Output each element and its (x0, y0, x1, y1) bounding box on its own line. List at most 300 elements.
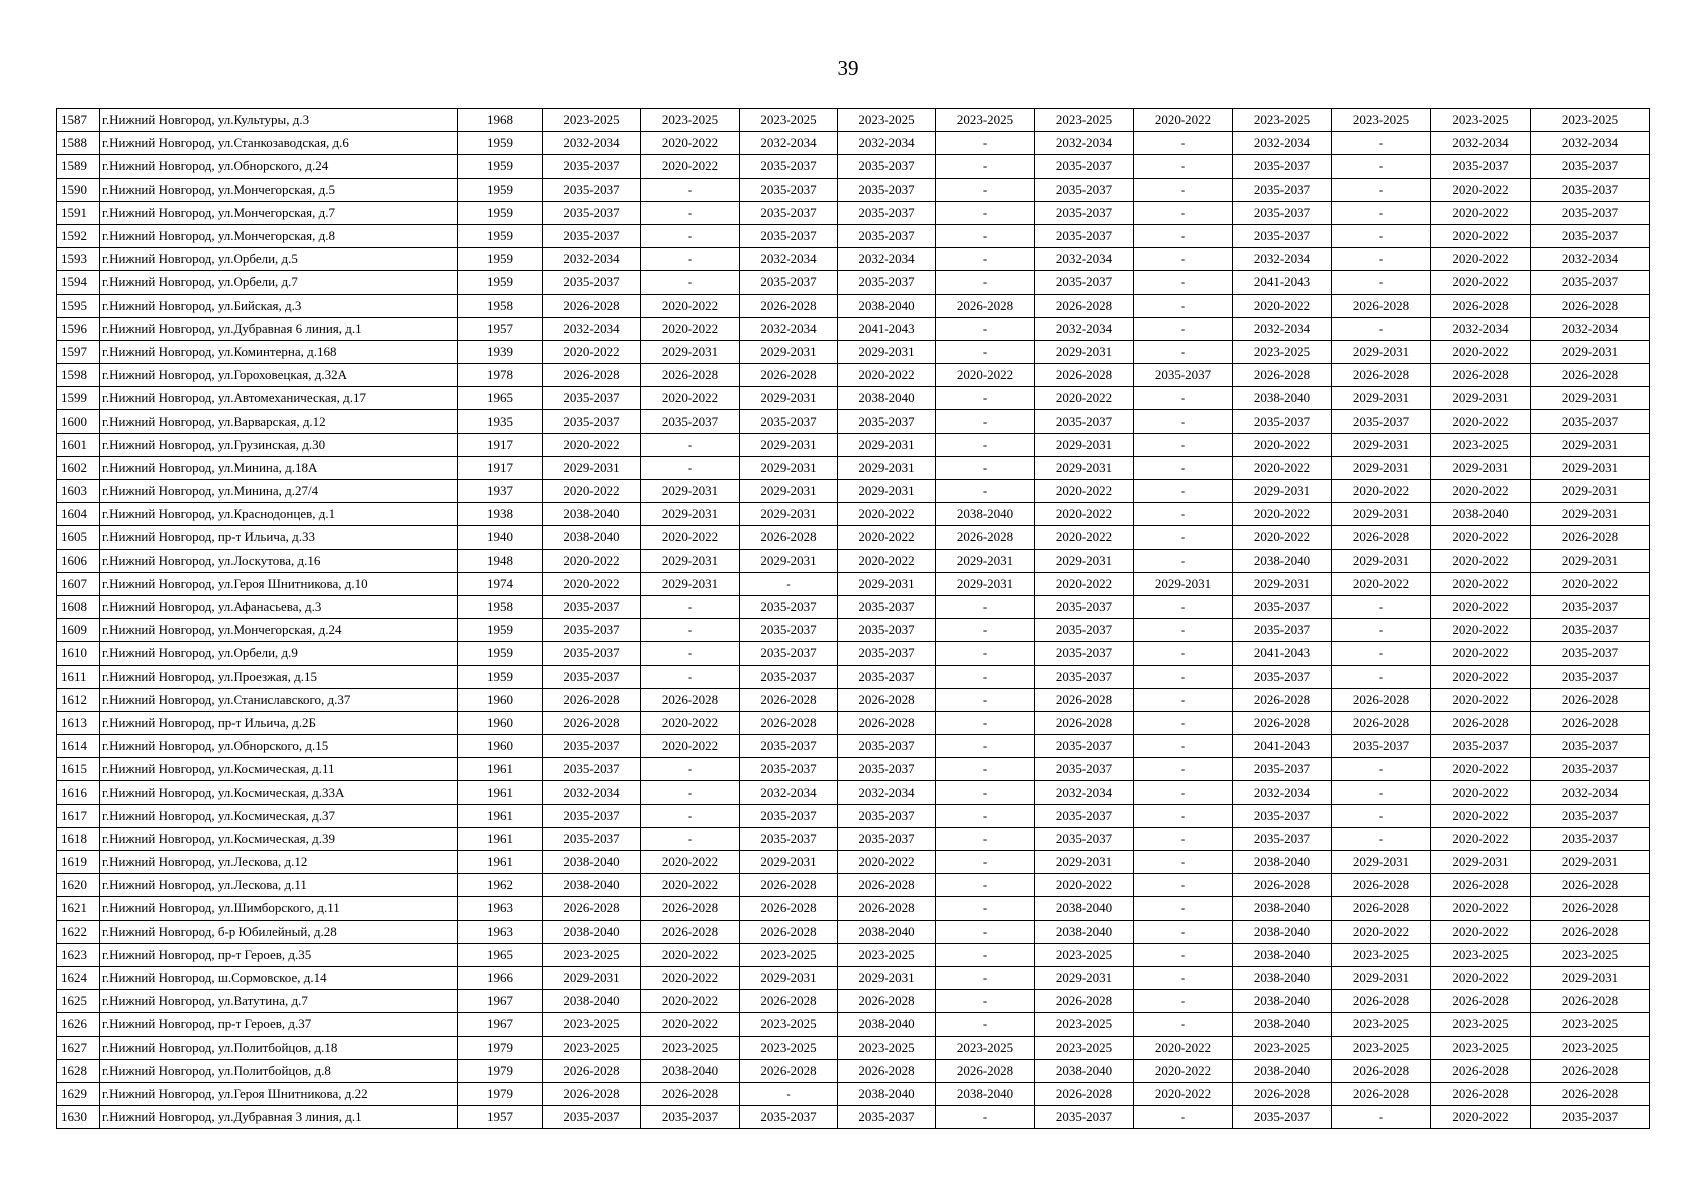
cell-period-5: - (936, 1013, 1035, 1036)
table-row (57, 851, 1650, 874)
cell-period-1: 2020-2022 (543, 340, 641, 363)
cell-period-3: 2035-2037 (740, 827, 838, 850)
cell-period-4: 2038-2040 (838, 920, 936, 943)
cell-period-4: 2026-2028 (838, 990, 936, 1013)
cell-period-2: 2020-2022 (641, 317, 740, 340)
table-row (57, 410, 1650, 433)
cell-period-4: 2032-2034 (838, 248, 936, 271)
cell-period-5: - (936, 735, 1035, 758)
cell-period-4: 2020-2022 (838, 503, 936, 526)
cell-address: г.Нижний Новгород, ул.Краснодонцев, д.1 (100, 503, 458, 526)
cell-period-9: 2026-2028 (1332, 897, 1431, 920)
cell-period-8: 2038-2040 (1233, 1059, 1332, 1082)
cell-period-3: 2026-2028 (740, 294, 838, 317)
cell-period-3: 2029-2031 (740, 387, 838, 410)
table-row (57, 804, 1650, 827)
table-row (57, 132, 1650, 155)
cell-period-10: 2023-2025 (1431, 943, 1531, 966)
cell-period-9: 2026-2028 (1332, 294, 1431, 317)
table-row (57, 433, 1650, 456)
cell-period-1: 2035-2037 (543, 410, 641, 433)
cell-period-5: 2029-2031 (936, 549, 1035, 572)
cell-row-number: 1605 (57, 526, 100, 549)
cell-row-number: 1627 (57, 1036, 100, 1059)
cell-period-8: 2035-2037 (1233, 804, 1332, 827)
cell-year-built: 1965 (458, 387, 543, 410)
cell-year-built: 1937 (458, 480, 543, 503)
cell-period-3: 2026-2028 (740, 920, 838, 943)
table-row (57, 665, 1650, 688)
cell-period-1: 2032-2034 (543, 317, 641, 340)
cell-address: г.Нижний Новгород, ул.Мончегорская, д.24 (100, 619, 458, 642)
cell-period-1: 2020-2022 (543, 480, 641, 503)
cell-period-2: 2020-2022 (641, 874, 740, 897)
cell-period-11: 2029-2031 (1531, 340, 1650, 363)
cell-period-3: 2035-2037 (740, 804, 838, 827)
cell-period-5: 2038-2040 (936, 503, 1035, 526)
cell-period-10: 2020-2022 (1431, 619, 1531, 642)
cell-period-10: 2029-2031 (1431, 387, 1531, 410)
cell-period-1: 2023-2025 (543, 1036, 641, 1059)
cell-period-2: 2029-2031 (641, 503, 740, 526)
cell-period-2: - (641, 619, 740, 642)
cell-period-10: 2035-2037 (1431, 735, 1531, 758)
cell-period-11: 2023-2025 (1531, 109, 1650, 132)
cell-period-4: 2023-2025 (838, 943, 936, 966)
cell-period-11: 2035-2037 (1531, 827, 1650, 850)
cell-year-built: 1958 (458, 294, 543, 317)
cell-period-7: - (1134, 874, 1233, 897)
cell-period-2: 2020-2022 (641, 387, 740, 410)
cell-period-5: - (936, 665, 1035, 688)
cell-period-10: 2020-2022 (1431, 897, 1531, 920)
cell-period-1: 2023-2025 (543, 1013, 641, 1036)
cell-period-8: 2038-2040 (1233, 920, 1332, 943)
cell-period-11: 2035-2037 (1531, 758, 1650, 781)
cell-period-4: 2038-2040 (838, 387, 936, 410)
cell-period-7: - (1134, 966, 1233, 989)
cell-period-2: 2026-2028 (641, 897, 740, 920)
cell-address: г.Нижний Новгород, ул.Ватутина, д.7 (100, 990, 458, 1013)
cell-period-4: 2035-2037 (838, 665, 936, 688)
cell-year-built: 1958 (458, 595, 543, 618)
cell-period-7: - (1134, 549, 1233, 572)
cell-year-built: 1961 (458, 781, 543, 804)
cell-year-built: 1979 (458, 1059, 543, 1082)
cell-period-9: - (1332, 224, 1431, 247)
cell-period-10: 2020-2022 (1431, 920, 1531, 943)
cell-period-7: - (1134, 387, 1233, 410)
cell-address: г.Нижний Новгород, ул.Лоскутова, д.16 (100, 549, 458, 572)
cell-period-11: 2029-2031 (1531, 387, 1650, 410)
cell-period-7: 2020-2022 (1134, 1036, 1233, 1059)
cell-period-6: 2035-2037 (1035, 735, 1134, 758)
cell-period-6: 2032-2034 (1035, 248, 1134, 271)
cell-period-2: 2035-2037 (641, 410, 740, 433)
cell-period-9: 2029-2031 (1332, 387, 1431, 410)
cell-period-1: 2038-2040 (543, 990, 641, 1013)
cell-period-1: 2038-2040 (543, 920, 641, 943)
cell-period-8: 2032-2034 (1233, 132, 1332, 155)
cell-row-number: 1609 (57, 619, 100, 642)
cell-period-10: 2020-2022 (1431, 178, 1531, 201)
cell-period-1: 2035-2037 (543, 155, 641, 178)
cell-period-6: 2035-2037 (1035, 410, 1134, 433)
cell-period-6: 2026-2028 (1035, 364, 1134, 387)
cell-period-6: 2020-2022 (1035, 874, 1134, 897)
cell-period-11: 2029-2031 (1531, 851, 1650, 874)
cell-period-9: - (1332, 595, 1431, 618)
cell-period-6: 2026-2028 (1035, 1082, 1134, 1105)
cell-row-number: 1601 (57, 433, 100, 456)
cell-period-11: 2026-2028 (1531, 920, 1650, 943)
cell-period-11: 2029-2031 (1531, 456, 1650, 479)
cell-address: г.Нижний Новгород, ул.Мончегорская, д.8 (100, 224, 458, 247)
cell-row-number: 1628 (57, 1059, 100, 1082)
cell-period-11: 2035-2037 (1531, 804, 1650, 827)
cell-period-7: 2029-2031 (1134, 572, 1233, 595)
cell-period-4: 2035-2037 (838, 224, 936, 247)
cell-row-number: 1600 (57, 410, 100, 433)
cell-year-built: 1960 (458, 711, 543, 734)
cell-period-6: 2029-2031 (1035, 340, 1134, 363)
page-number: 39 (837, 56, 859, 80)
cell-period-1: 2032-2034 (543, 781, 641, 804)
cell-period-3: 2023-2025 (740, 109, 838, 132)
cell-period-5: - (936, 178, 1035, 201)
cell-period-10: 2032-2034 (1431, 317, 1531, 340)
cell-period-9: - (1332, 201, 1431, 224)
cell-period-4: 2035-2037 (838, 642, 936, 665)
cell-period-8: 2041-2043 (1233, 642, 1332, 665)
cell-row-number: 1619 (57, 851, 100, 874)
cell-address: г.Нижний Новгород, пр-т Героев, д.37 (100, 1013, 458, 1036)
cell-period-2: 2020-2022 (641, 735, 740, 758)
cell-period-2: 2020-2022 (641, 526, 740, 549)
cell-period-10: 2020-2022 (1431, 758, 1531, 781)
cell-period-8: 2038-2040 (1233, 966, 1332, 989)
cell-period-4: 2035-2037 (838, 735, 936, 758)
cell-period-4: 2026-2028 (838, 711, 936, 734)
cell-period-6: 2035-2037 (1035, 642, 1134, 665)
cell-row-number: 1594 (57, 271, 100, 294)
cell-period-7: - (1134, 920, 1233, 943)
cell-row-number: 1606 (57, 549, 100, 572)
cell-row-number: 1615 (57, 758, 100, 781)
cell-period-4: 2035-2037 (838, 178, 936, 201)
cell-period-3: 2032-2034 (740, 317, 838, 340)
cell-period-11: 2035-2037 (1531, 201, 1650, 224)
cell-address: г.Нижний Новгород, ул.Лескова, д.11 (100, 874, 458, 897)
cell-period-2: - (641, 642, 740, 665)
cell-period-3: 2023-2025 (740, 1013, 838, 1036)
cell-period-4: 2029-2031 (838, 340, 936, 363)
cell-period-11: 2026-2028 (1531, 364, 1650, 387)
table-row (57, 735, 1650, 758)
cell-period-7: - (1134, 827, 1233, 850)
cell-period-10: 2026-2028 (1431, 364, 1531, 387)
cell-address: г.Нижний Новгород, ул.Обнорского, д.15 (100, 735, 458, 758)
cell-address: г.Нижний Новгород, ул.Минина, д.18А (100, 456, 458, 479)
cell-period-2: 2020-2022 (641, 132, 740, 155)
cell-period-10: 2023-2025 (1431, 1013, 1531, 1036)
cell-period-7: - (1134, 781, 1233, 804)
cell-year-built: 1948 (458, 549, 543, 572)
cell-period-4: 2023-2025 (838, 109, 936, 132)
cell-period-8: 2032-2034 (1233, 248, 1332, 271)
cell-period-7: - (1134, 851, 1233, 874)
cell-period-3: 2029-2031 (740, 549, 838, 572)
cell-period-7: - (1134, 248, 1233, 271)
cell-period-2: - (641, 456, 740, 479)
table-row (57, 920, 1650, 943)
cell-row-number: 1620 (57, 874, 100, 897)
cell-period-11: 2035-2037 (1531, 619, 1650, 642)
cell-row-number: 1603 (57, 480, 100, 503)
cell-period-1: 2038-2040 (543, 503, 641, 526)
cell-address: г.Нижний Новгород, ул.Афанасьева, д.3 (100, 595, 458, 618)
cell-row-number: 1587 (57, 109, 100, 132)
cell-period-7: - (1134, 271, 1233, 294)
cell-period-3: 2035-2037 (740, 178, 838, 201)
cell-period-9: 2023-2025 (1332, 109, 1431, 132)
table-row (57, 1036, 1650, 1059)
cell-period-5: - (936, 827, 1035, 850)
cell-period-7: - (1134, 410, 1233, 433)
cell-row-number: 1617 (57, 804, 100, 827)
table-row (57, 271, 1650, 294)
cell-period-3: 2032-2034 (740, 248, 838, 271)
cell-period-2: 2020-2022 (641, 155, 740, 178)
cell-period-5: - (936, 340, 1035, 363)
cell-period-10: 2020-2022 (1431, 827, 1531, 850)
cell-period-2: 2020-2022 (641, 851, 740, 874)
cell-period-5: 2026-2028 (936, 294, 1035, 317)
cell-period-5: - (936, 1106, 1035, 1129)
cell-period-6: 2035-2037 (1035, 1106, 1134, 1129)
cell-period-9: 2029-2031 (1332, 503, 1431, 526)
cell-period-2: 2020-2022 (641, 943, 740, 966)
cell-period-6: 2029-2031 (1035, 851, 1134, 874)
cell-period-9: 2029-2031 (1332, 456, 1431, 479)
cell-address: г.Нижний Новгород, ул.Героя Шнитникова, д.10 (100, 572, 458, 595)
cell-period-1: 2035-2037 (543, 804, 641, 827)
cell-period-3: 2035-2037 (740, 595, 838, 618)
cell-row-number: 1599 (57, 387, 100, 410)
cell-period-10: 2029-2031 (1431, 851, 1531, 874)
cell-address: г.Нижний Новгород, ул.Мончегорская, д.5 (100, 178, 458, 201)
cell-period-9: - (1332, 827, 1431, 850)
cell-period-3: 2035-2037 (740, 155, 838, 178)
cell-period-9: 2026-2028 (1332, 364, 1431, 387)
cell-period-8: 2020-2022 (1233, 526, 1332, 549)
table-row (57, 364, 1650, 387)
cell-period-10: 2020-2022 (1431, 410, 1531, 433)
cell-period-5: - (936, 480, 1035, 503)
cell-period-1: 2038-2040 (543, 851, 641, 874)
cell-period-1: 2029-2031 (543, 456, 641, 479)
cell-year-built: 1978 (458, 364, 543, 387)
cell-address: г.Нижний Новгород, ул.Космическая, д.33А (100, 781, 458, 804)
cell-period-2: 2023-2025 (641, 1036, 740, 1059)
cell-period-9: - (1332, 132, 1431, 155)
cell-period-4: 2035-2037 (838, 827, 936, 850)
cell-period-3: 2029-2031 (740, 851, 838, 874)
cell-period-10: 2020-2022 (1431, 966, 1531, 989)
cell-period-6: 2020-2022 (1035, 387, 1134, 410)
cell-period-6: 2023-2025 (1035, 1013, 1134, 1036)
cell-row-number: 1618 (57, 827, 100, 850)
cell-period-11: 2026-2028 (1531, 1082, 1650, 1105)
cell-period-5: - (936, 966, 1035, 989)
cell-period-11: 2026-2028 (1531, 1059, 1650, 1082)
cell-address: г.Нижний Новгород, ул.Дубравная 6 линия, д.1 (100, 317, 458, 340)
cell-address: г.Нижний Новгород, ул.Культуры, д.3 (100, 109, 458, 132)
cell-period-9: - (1332, 271, 1431, 294)
cell-period-3: 2035-2037 (740, 224, 838, 247)
cell-address: г.Нижний Новгород, ул.Обнорского, д.24 (100, 155, 458, 178)
cell-period-11: 2026-2028 (1531, 897, 1650, 920)
cell-period-8: 2026-2028 (1233, 874, 1332, 897)
cell-period-9: - (1332, 781, 1431, 804)
cell-year-built: 1966 (458, 966, 543, 989)
cell-period-6: 2032-2034 (1035, 132, 1134, 155)
cell-period-8: 2038-2040 (1233, 1013, 1332, 1036)
cell-period-8: 2035-2037 (1233, 827, 1332, 850)
cell-period-3: 2035-2037 (740, 735, 838, 758)
cell-period-5: - (936, 851, 1035, 874)
table-row (57, 1013, 1650, 1036)
cell-period-9: 2026-2028 (1332, 688, 1431, 711)
cell-period-8: 2038-2040 (1233, 851, 1332, 874)
table-row (57, 827, 1650, 850)
cell-period-5: - (936, 781, 1035, 804)
cell-period-8: 2020-2022 (1233, 294, 1332, 317)
cell-period-1: 2026-2028 (543, 364, 641, 387)
cell-period-5: - (936, 758, 1035, 781)
cell-period-4: 2041-2043 (838, 317, 936, 340)
cell-period-6: 2035-2037 (1035, 201, 1134, 224)
cell-period-3: 2035-2037 (740, 619, 838, 642)
cell-row-number: 1596 (57, 317, 100, 340)
cell-row-number: 1610 (57, 642, 100, 665)
cell-period-7: 2020-2022 (1134, 109, 1233, 132)
cell-period-4: 2035-2037 (838, 804, 936, 827)
cell-period-3: 2026-2028 (740, 874, 838, 897)
cell-period-5: - (936, 642, 1035, 665)
table-row (57, 943, 1650, 966)
cell-period-9: 2029-2031 (1332, 851, 1431, 874)
cell-year-built: 1959 (458, 248, 543, 271)
cell-period-1: 2026-2028 (543, 711, 641, 734)
cell-period-5: - (936, 804, 1035, 827)
cell-period-7: - (1134, 132, 1233, 155)
cell-period-2: 2020-2022 (641, 1013, 740, 1036)
cell-period-5: - (936, 433, 1035, 456)
cell-period-9: - (1332, 665, 1431, 688)
table-row (57, 874, 1650, 897)
cell-period-9: 2023-2025 (1332, 1036, 1431, 1059)
cell-period-1: 2026-2028 (543, 688, 641, 711)
cell-period-1: 2035-2037 (543, 619, 641, 642)
cell-period-4: 2035-2037 (838, 758, 936, 781)
cell-period-3: 2035-2037 (740, 271, 838, 294)
table-row (57, 711, 1650, 734)
cell-period-9: - (1332, 758, 1431, 781)
cell-period-9: - (1332, 642, 1431, 665)
cell-period-11: 2035-2037 (1531, 271, 1650, 294)
cell-address: г.Нижний Новгород, ул.Автомеханическая, д.17 (100, 387, 458, 410)
cell-row-number: 1602 (57, 456, 100, 479)
cell-address: г.Нижний Новгород, ул.Космическая, д.39 (100, 827, 458, 850)
cell-period-10: 2032-2034 (1431, 132, 1531, 155)
cell-period-11: 2029-2031 (1531, 480, 1650, 503)
cell-period-11: 2032-2034 (1531, 132, 1650, 155)
cell-year-built: 1959 (458, 271, 543, 294)
cell-period-7: - (1134, 503, 1233, 526)
cell-period-4: 2035-2037 (838, 201, 936, 224)
cell-year-built: 1960 (458, 735, 543, 758)
cell-period-11: 2035-2037 (1531, 735, 1650, 758)
repair-schedule-table (56, 108, 1650, 1129)
cell-period-3: 2023-2025 (740, 943, 838, 966)
cell-period-6: 2035-2037 (1035, 758, 1134, 781)
cell-period-1: 2038-2040 (543, 526, 641, 549)
cell-address: г.Нижний Новгород, пр-т Ильича, д.33 (100, 526, 458, 549)
cell-row-number: 1623 (57, 943, 100, 966)
cell-period-5: 2029-2031 (936, 572, 1035, 595)
table-row (57, 526, 1650, 549)
cell-period-5: - (936, 456, 1035, 479)
cell-period-3: 2029-2031 (740, 433, 838, 456)
cell-year-built: 1968 (458, 109, 543, 132)
cell-period-10: 2020-2022 (1431, 224, 1531, 247)
cell-period-9: 2023-2025 (1332, 943, 1431, 966)
cell-row-number: 1590 (57, 178, 100, 201)
cell-period-1: 2020-2022 (543, 549, 641, 572)
cell-period-8: 2029-2031 (1233, 572, 1332, 595)
cell-period-8: 2038-2040 (1233, 549, 1332, 572)
cell-period-3: 2029-2031 (740, 503, 838, 526)
cell-period-8: 2035-2037 (1233, 155, 1332, 178)
cell-year-built: 1965 (458, 943, 543, 966)
cell-row-number: 1597 (57, 340, 100, 363)
cell-period-10: 2035-2037 (1431, 155, 1531, 178)
cell-period-10: 2020-2022 (1431, 248, 1531, 271)
cell-period-2: - (641, 827, 740, 850)
cell-period-3: 2029-2031 (740, 480, 838, 503)
cell-period-4: 2029-2031 (838, 456, 936, 479)
cell-period-4: 2032-2034 (838, 132, 936, 155)
cell-period-6: 2026-2028 (1035, 294, 1134, 317)
cell-period-5: - (936, 943, 1035, 966)
cell-period-7: - (1134, 178, 1233, 201)
cell-period-2: 2029-2031 (641, 480, 740, 503)
cell-period-4: 2029-2031 (838, 433, 936, 456)
cell-period-6: 2032-2034 (1035, 781, 1134, 804)
cell-address: г.Нижний Новгород, пр-т Ильича, д.2Б (100, 711, 458, 734)
cell-period-5: 2023-2025 (936, 109, 1035, 132)
cell-address: г.Нижний Новгород, ул.Проезжая, д.15 (100, 665, 458, 688)
cell-period-4: 2026-2028 (838, 688, 936, 711)
cell-year-built: 1959 (458, 619, 543, 642)
cell-period-6: 2029-2031 (1035, 433, 1134, 456)
cell-period-11: 2032-2034 (1531, 317, 1650, 340)
cell-period-10: 2023-2025 (1431, 109, 1531, 132)
table-row (57, 1106, 1650, 1129)
cell-period-5: 2026-2028 (936, 526, 1035, 549)
cell-period-11: 2026-2028 (1531, 294, 1650, 317)
